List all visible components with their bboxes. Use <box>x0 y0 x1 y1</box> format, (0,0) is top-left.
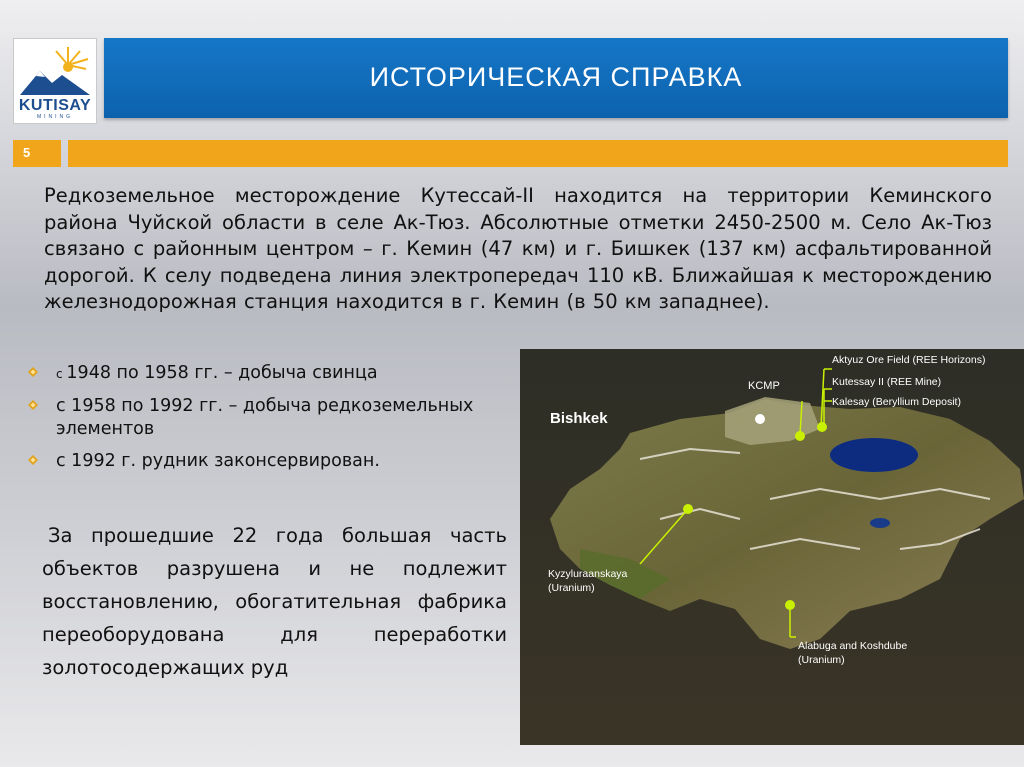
satellite-map <box>520 349 1024 745</box>
logo-text: KUTISAY <box>18 97 92 114</box>
lake-issyk-kul <box>830 438 918 472</box>
bishkek-label: Bishkek <box>550 410 608 427</box>
kcmp-marker-icon <box>795 431 805 441</box>
intro-paragraph: Редкоземельное месторождение Кутессай-II находится на территории Кеминского района Чуйской области в селе Ак-Тюз. Абсолютные отметки 2450-2500 м. Село Ак-Тюз связано с районным центром – г. Кемин (47 км) и г. Бишкек (137 км) асфальтированной дорогой. К селу подведена линия электропередач 110 кВ. Ближайшая к месторождению железнодорожная станция находится в г. Кемин (в 50 км западнее). <box>44 184 992 313</box>
slide-title: ИСТОРИЧЕСКАЯ СПРАВКА <box>369 62 743 92</box>
bishkek-marker-icon <box>755 414 765 424</box>
bullet-text: с 1992 г. рудник законсервирован. <box>56 451 380 471</box>
diamond-bullet-icon <box>28 367 38 377</box>
slide-number-badge <box>13 140 61 167</box>
kutessay-label: Kutessay II (REE Mine) <box>832 376 942 388</box>
logo-subtext: MINING <box>36 114 74 120</box>
title-bar <box>104 38 1008 118</box>
aktyuz-label: Aktyuz Ore Field (REE Horizons) <box>832 354 986 366</box>
diamond-bullet-icon <box>28 455 38 465</box>
alabuga-label: Alabuga and Koshdube <box>798 640 908 652</box>
diamond-bullet-icon <box>28 400 38 410</box>
outcome-paragraph: За прошедшие 22 года большая часть объектов разрушена и не подлежит восстановлению, обогатительная фабрика переоборудована для переработки золотосодержащих руд <box>42 524 507 679</box>
bullet-text: с 1958 по 1992 гг. – добыча редкоземельных элементов <box>56 396 474 439</box>
kalesay-label: Kalesay (Beryllium Deposit) <box>832 396 961 408</box>
list-item <box>22 450 512 473</box>
history-bullet-list <box>22 362 512 482</box>
kcmp-label: KCMP <box>748 380 780 392</box>
accent-bar <box>68 140 1008 167</box>
company-logo <box>13 38 97 124</box>
kyzyluraanskaya-marker-icon <box>683 504 693 514</box>
list-item <box>22 395 512 441</box>
slide-number: 5 <box>23 145 31 160</box>
alabuga-sublabel: (Uranium) <box>798 654 845 666</box>
alabuga-marker-icon <box>785 600 795 610</box>
list-item <box>22 362 512 386</box>
kyzyluraanskaya-sublabel: (Uranium) <box>548 582 595 594</box>
map-image <box>520 349 1024 745</box>
bullet-lead: с <box>56 367 67 381</box>
aktyuz-marker-icon <box>817 422 827 432</box>
bullet-text: 1948 по 1958 гг. – добыча свинца <box>66 363 378 383</box>
logo-mountain-sun-icon <box>18 45 92 99</box>
kyzyluraanskaya-label: Kyzyluraanskaya <box>548 568 628 580</box>
